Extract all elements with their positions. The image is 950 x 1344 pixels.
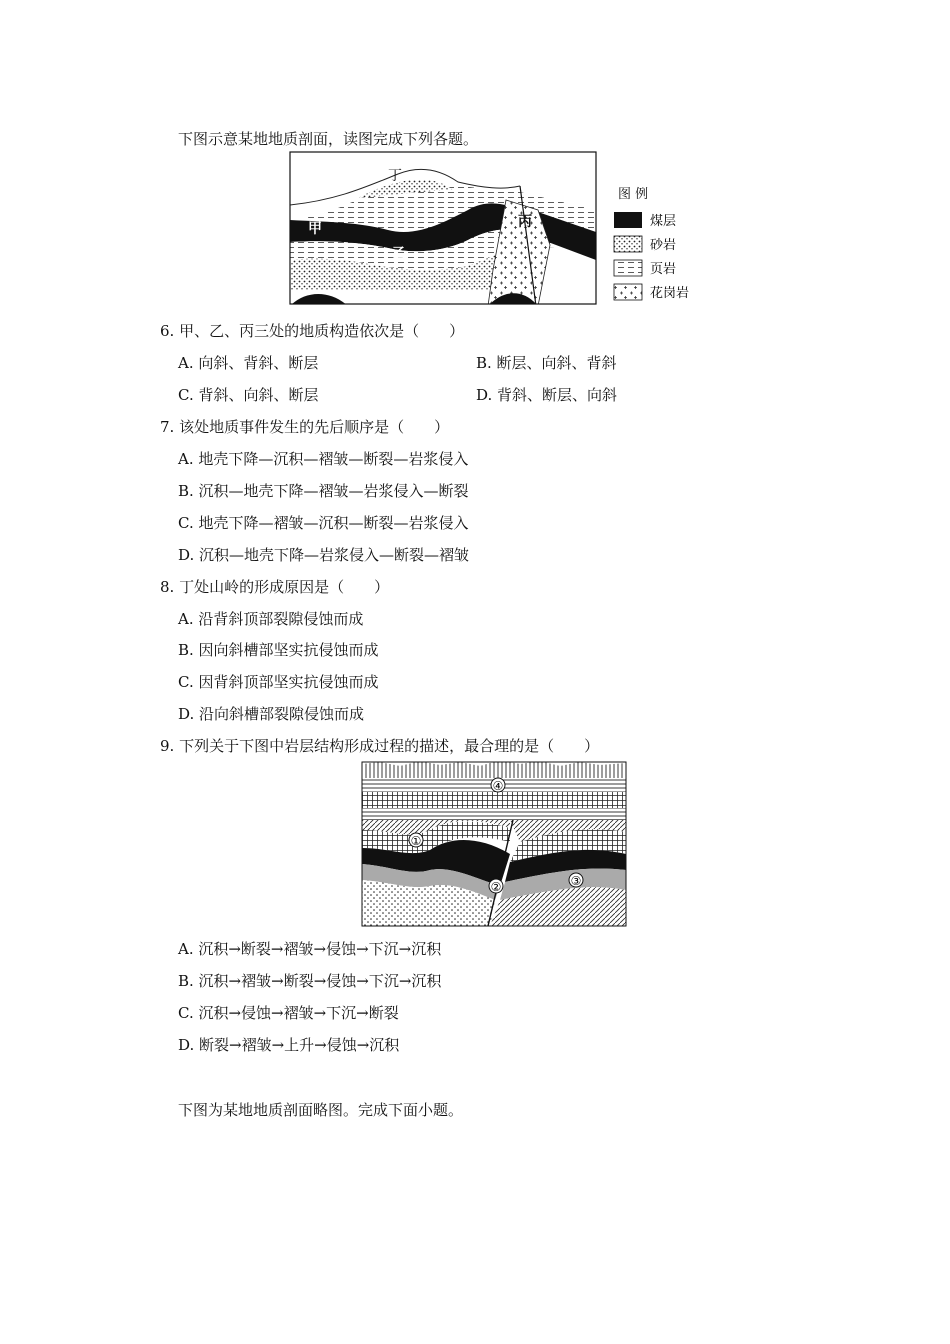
intro-text: 下图示意某地地质剖面，读图完成下列各题。: [178, 130, 479, 148]
legend-label-shale: 页岩: [650, 262, 677, 277]
question-7-stem: 7. 该处地质事件发生的先后顺序是（ ）: [160, 418, 450, 436]
geologic-section-figure-1: [288, 150, 708, 306]
label-bing: 丙: [518, 214, 532, 230]
question-6-option-d[interactable]: D. 背斜、断层、向斜: [476, 386, 618, 404]
svg-text:②: ②: [490, 880, 502, 894]
svg-text:④: ④: [492, 779, 504, 793]
question-8-stem: 8. 丁处山岭的形成原因是（ ）: [160, 578, 390, 596]
question-8-option-d[interactable]: D. 沿向斜槽部裂隙侵蚀而成: [178, 705, 365, 723]
legend-label-granite: 花岗岩: [650, 286, 690, 301]
question-8-option-b[interactable]: B. 因向斜槽部坚实抗侵蚀而成: [178, 641, 379, 659]
question-6-option-a[interactable]: A. 向斜、背斜、断层: [178, 354, 319, 372]
question-9-option-d[interactable]: D. 断裂→褶皱→上升→侵蚀→沉积: [178, 1036, 400, 1054]
question-8-option-a[interactable]: A. 沿背斜顶部裂隙侵蚀而成: [178, 610, 364, 628]
label-jia: 甲: [308, 221, 322, 237]
question-7-option-b[interactable]: B. 沉积—地壳下降—褶皱—岩浆侵入—断裂: [178, 482, 469, 500]
rock-strata-figure-2: [360, 758, 628, 928]
legend-label-coal: 煤层: [650, 214, 677, 229]
legend-swatch-coal: [614, 212, 642, 228]
svg-text:①: ①: [410, 834, 422, 848]
legend-title: 图 例: [618, 187, 649, 202]
legend-swatch-shale: [614, 260, 642, 276]
question-7-option-d[interactable]: D. 沉积—地壳下降—岩浆侵入—断裂—褶皱: [178, 546, 470, 564]
legend-swatch-sandstone: [614, 236, 642, 252]
intro-text-2: 下图为某地地质剖面略图。完成下面小题。: [178, 1101, 464, 1119]
question-6-option-c[interactable]: C. 背斜、向斜、断层: [178, 386, 319, 404]
question-6-stem: 6. 甲、乙、丙三处的地质构造依次是（ ）: [160, 322, 465, 340]
question-6-option-b[interactable]: B. 断层、向斜、背斜: [476, 354, 617, 372]
question-8-option-c[interactable]: C. 因背斜顶部坚实抗侵蚀而成: [178, 673, 379, 691]
question-7-option-c[interactable]: C. 地壳下降—褶皱—沉积—断裂—岩浆侵入: [178, 514, 469, 532]
question-9-stem: 9. 下列关于下图中岩层结构形成过程的描述，最合理的是（ ）: [160, 737, 600, 755]
question-7-option-a[interactable]: A. 地壳下降—沉积—褶皱—断裂—岩浆侵入: [178, 450, 469, 468]
label-ding: 丁: [388, 168, 402, 184]
svg-text:③: ③: [570, 874, 582, 888]
legend-label-sandstone: 砂岩: [650, 238, 677, 253]
legend-swatch-granite: [614, 284, 642, 300]
label-yi: 乙: [392, 246, 406, 262]
question-9-option-b[interactable]: B. 沉积→褶皱→断裂→侵蚀→下沉→沉积: [178, 972, 442, 990]
question-9-option-c[interactable]: C. 沉积→侵蚀→褶皱→下沉→断裂: [178, 1004, 399, 1022]
question-9-option-a[interactable]: A. 沉积→断裂→褶皱→侵蚀→下沉→沉积: [178, 940, 442, 958]
